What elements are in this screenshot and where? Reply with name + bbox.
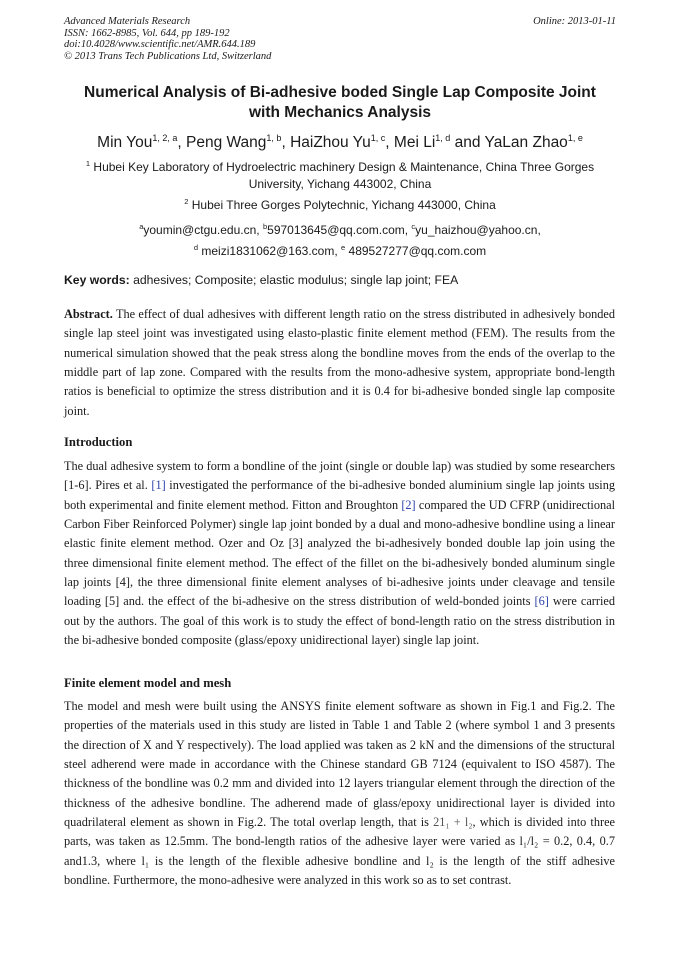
author-affil-sup: 1, b: [266, 133, 282, 143]
keywords-text: adhesives; Composite; elastic modulus; single lap joint; FEA: [129, 273, 459, 287]
math-expression: 21₁ + l₂: [433, 815, 473, 830]
title-line-2: with Mechanics Analysis: [248, 104, 432, 121]
abstract-text: The effect of dual adhesives with different length ratio on the stress distributed in adhesively bonded single lap steel joint was investigated using elasto-plastic finite element method (FEM). The results from the numerical simulation showed that the peak stress along the bondline moves from the ends of the overlap to the middle part of lap zone. Compared with the results from the mono-adhesive system, appropriate bond-length ratios is beneficial to optimize the stress distribution and it is 0.4 for bi-adhesive bonded single lap composite joint.: [64, 307, 615, 418]
journal-header: [64, 16, 616, 62]
copyright-line: © 2013 Trans Tech Publications Ltd, Switzerland: [64, 50, 272, 62]
keywords-label: Key words:: [64, 273, 130, 287]
abstract-label: Abstract.: [64, 307, 113, 321]
author-affil-sup: 1, 2, a: [152, 133, 178, 143]
author-name: Peng Wang: [186, 134, 267, 151]
author-name: HaiZhou Yu: [290, 134, 371, 151]
issn-line: ISSN: 1662-8985, Vol. 644, pp 189-192: [64, 27, 230, 39]
title-line-1: Numerical Analysis of Bi-adhesive boded Single Lap Composite Joint: [84, 84, 596, 101]
author-list: Min You$^{1, 2, a}$, Peng Wang$^{1, b}$, HaiZhou Yu$^{1, c}$, Mei Li$^{1, d}$ and YaLan Zhao$^{1, e}$: [97, 133, 583, 151]
citation-link[interactable]: [2]: [401, 497, 416, 512]
section-heading-fem: Finite element model and mesh: [64, 676, 232, 690]
email-link[interactable]: 489527277@qq.com.com: [348, 244, 487, 258]
affiliation-2: $^2$ Hubei Three Gorges Polytechnic, Yichang 443000, China: [184, 197, 496, 212]
online-date: Online: 2013-01-11: [533, 16, 616, 27]
fem-body: The model and mesh were built using the ANSYS finite element software as shown in Fig.1 and Fig.2. The properties of the materials used in this study are listed in Table 1 and Table 2 (where symbol 1 and 3 presents the direction of X and Y respectively). The load applied was taken as 2 kN and the dimensions of the structural steel adherend were made in accordance with the Chinese standard GB 7124 (equivalent to ISO 4587). The thickness of the bondline was 0.2 mm and divided into 12 layers triangular element through the direction of the thickness of the adhesive bondline. The adherend made of glass/epoxy unidirectional layer is divided into quadrilateral element as shown in Fig.2. The total overlap length, that is 21₁ + l₂, which is divided into three parts, was taken as 12.5mm. The bond-length ratios of the adhesive layer were varied as l₁/l₂ = 0.2, 0.4, 0.7 and1.3, where l₁ is the length of the flexible adhesive bondline and l₂ is the length of the stiff adhesive bondline. Furthermore, the mono-adhesive were analyzed in this work so as to set contrast.: [64, 699, 616, 888]
section-heading-introduction: Introduction: [64, 435, 133, 449]
email-link[interactable]: 597013645@qq.com.com: [267, 223, 405, 237]
keywords: [64, 272, 616, 289]
doi-line: doi:10.4028/www.scientific.net/AMR.644.189: [64, 39, 256, 50]
citation-link[interactable]: [1]: [151, 478, 166, 493]
email-list: $^a$youmin@ctgu.edu.cn, $^b$597013645@qq.com.com, $^c$yu_haizhou@yahoo.cn, $^d$ meizi1831062@163.com, $^e$ 489527277@qq.com.com: [139, 222, 541, 258]
citation-link[interactable]: [6]: [534, 594, 549, 609]
affiliation-1: $^1$ Hubei Key Laboratory of Hydroelectric machinery Design & Maintenance, China Three Gorges University, Yichang 443002, China: [85, 159, 595, 191]
email-link[interactable]: meizi1831062@163.com: [201, 244, 335, 258]
author-name: Mei Li: [393, 134, 436, 151]
author-name: YaLan Zhao: [484, 134, 568, 151]
author-name: Min You: [97, 134, 153, 151]
author-affil-sup: 1, d: [435, 133, 451, 143]
paper-title: [64, 83, 616, 123]
email-link[interactable]: yu_haizhou@yahoo.cn: [415, 223, 538, 237]
author-affil-sup: 1, e: [567, 133, 583, 143]
email-link[interactable]: youmin@ctgu.edu.cn: [143, 223, 257, 237]
abstract: [64, 305, 615, 421]
journal-name: Advanced Materials Research: [64, 16, 191, 27]
introduction-body: The dual adhesive system to form a bondline of the joint (single or double lap) was studied by some researchers [1-6]. Pires et al. [1] investigated the performance of the bi-adhesive bonded aluminium single lap joints using both experimental and finite element method. Fitton and Broughton [2] compared the UD CFRP (unidirectional Carbon Fiber Reinforced Polymer) single lap joint bonded by a dual and mono-adhesive bondline using a linear elastic finite element method. Ozer and Oz [3] analyzed the bi-adhesively bonded double lap join using the three dimensional finite element method. The effect of the fillet on the bi-adhesively bonded aluminum single lap joints [4], the three dimensional finite element analyses of bi-adhesive joints under cleavage and tensile loading [5] and. the effect of the bi-adhesive on the stress distribution of weld-bonded joints [6] were carried out by the authors. The goal of this work is to study the effect of bond-length ratio on the stress distribution in the bi-adhesive bonded composite (glass/epoxy unidirectional layer) single lap joint.: [64, 459, 616, 648]
author-affil-sup: 1, c: [370, 133, 386, 143]
